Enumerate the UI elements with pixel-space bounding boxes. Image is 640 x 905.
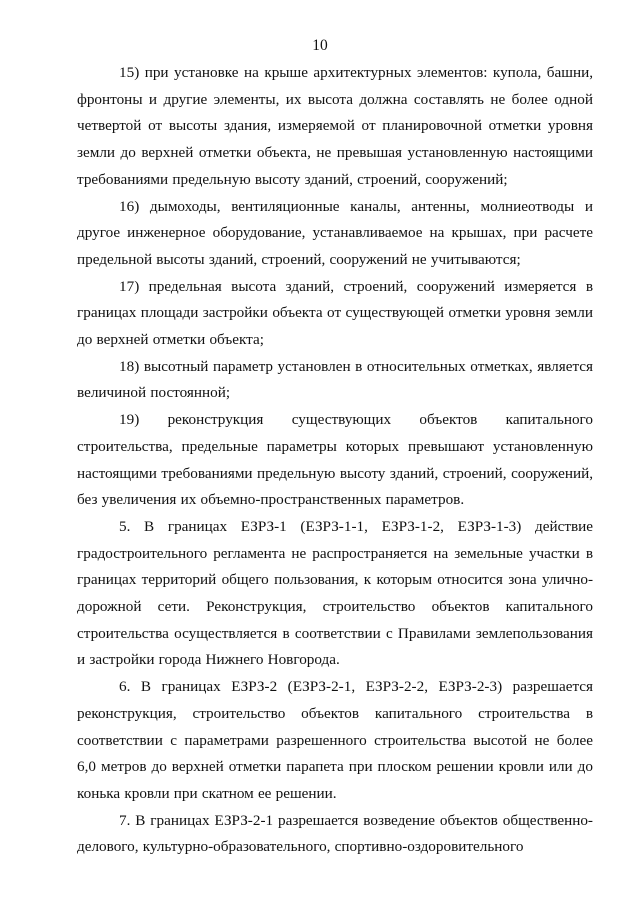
- paragraph-item-16: 16) дымоходы, вентиляционные каналы, антенны, молниеотводы и другое инженерное оборудование, устанавливаемое на крышах, при расчете предельной высоты зданий, строений, сооружений не учитываются;: [77, 197, 593, 268]
- document-body: [77, 60, 593, 861]
- paragraph-clause-7: 7. В границах ЕЗРЗ-2-1 разрешается возведение объектов общественно-делового, культурно-образовательного, спортивно-оздоровительного: [77, 811, 593, 856]
- paragraph-item-15: 15) при установке на крыше архитектурных элементов: купола, башни, фронтоны и другие элементы, их высота должна составлять не более одной четвертой от высоты здания, измеряемой от планировочной отметки уровня земли до верхней отметки объекта, не превышая установленную настоящими требованиями предельную высоту зданий, строений, сооружений;: [77, 64, 593, 188]
- paragraph-item-19: 19) реконструкция существующих объектов капитального строительства, предельные параметры которых превышают установленную настоящими требованиями предельную высоту зданий, строений, сооружений, без увеличения их объемно-пространственных параметров.: [77, 411, 593, 509]
- paragraph-clause-5: 5. В границах ЕЗРЗ-1 (ЕЗРЗ-1-1, ЕЗРЗ-1-2, ЕЗРЗ-1-3) действие градостроительного регламента не распространяется на земельные участки в границах территорий общего пользования, к которым относится зона улично-дорожной сети. Реконструкция, строительство объектов капитального строительства осуществляется в соответствии с Правилами землепользования и застройки города Нижнего Новгорода.: [77, 517, 593, 669]
- page-number: 10: [312, 37, 328, 54]
- paragraph-item-18: 18) высотный параметр установлен в относительных отметках, является величиной постоянной;: [77, 357, 593, 402]
- paragraph-item-17: 17) предельная высота зданий, строений, сооружений измеряется в границах площади застройки объекта от существующей отметки уровня земли до верхней отметки объекта;: [77, 277, 593, 349]
- paragraph-clause-6: 6. В границах ЕЗРЗ-2 (ЕЗРЗ-2-1, ЕЗРЗ-2-2, ЕЗРЗ-2-3) разрешается реконструкция, строительство объектов капитального строительства в соответствии с параметрами разрешенного строительства высотой не более 6,0 метров до верхней отметки парапета при плоском решении кровли или до конька кровли при скатном ее решении.: [77, 678, 593, 802]
